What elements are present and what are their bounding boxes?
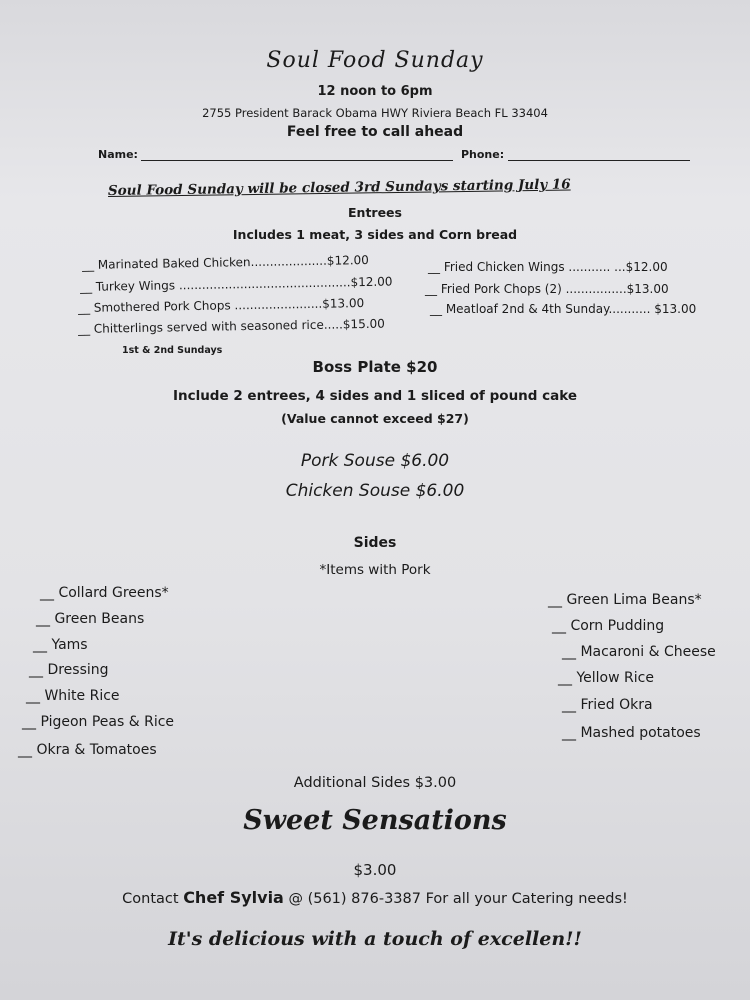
side-left-3: __ Yams [33, 637, 88, 653]
entree-left-3: __ Smothered Pork Chops .......................$13.00 [77, 296, 365, 315]
entree-right-2: __ Fried Pork Chops (2) ................$13.00 [425, 282, 669, 296]
address: 2755 President Barack Obama HWY Riviera Beach FL 33404 [202, 106, 548, 120]
phone-label: Phone: [460, 148, 505, 161]
contact-post: @ (561) 876-3387 For all your Catering needs! [283, 891, 628, 907]
entrees-heading: Entrees [348, 205, 402, 220]
side-left-7: __ Okra & Tomatoes [18, 742, 157, 758]
pork-souse: Pork Souse $6.00 [300, 451, 450, 471]
side-left-6: __ Pigeon Peas & Rice [22, 714, 175, 730]
side-right-5: __ Fried Okra [562, 697, 653, 713]
side-left-1: __ Collard Greens* [40, 585, 169, 601]
name-line [98, 148, 690, 161]
chicken-souse: Chicken Souse $6.00 [285, 481, 465, 501]
side-left-5: __ White Rice [26, 688, 120, 704]
menu-title: Soul Food Sunday [266, 48, 484, 73]
hours: 12 noon to 6pm [317, 84, 433, 99]
entree-right-1: __ Fried Chicken Wings ........... ...$12.00 [428, 260, 668, 274]
name-blank [141, 152, 453, 161]
closed-notice: Soul Food Sunday will be closed 3rd Sundays starting July 16 [107, 176, 571, 199]
chef-name: Chef Sylvia [183, 888, 284, 907]
side-right-6: __ Mashed potatoes [562, 725, 701, 741]
sides-heading: Sides [353, 535, 397, 551]
phone-blank [508, 152, 690, 161]
entree-left-4: __ Chitterlings served with seasoned rice.....$15.00 [77, 316, 385, 336]
side-right-1: __ Green Lima Beans* [548, 592, 702, 608]
chitterlings-note: 1st & 2nd Sundays [122, 345, 223, 356]
tagline: It's delicious with a touch of excellen!! [168, 928, 582, 950]
side-left-4: __ Dressing [29, 662, 109, 678]
boss-plate-desc: Include 2 entrees, 4 sides and 1 sliced of pound cake [172, 388, 578, 404]
name-label: Name: [98, 148, 138, 161]
dessert-title: Sweet Sensations [243, 805, 507, 836]
side-right-2: __ Corn Pudding [552, 618, 665, 634]
side-right-4: __ Yellow Rice [558, 670, 654, 686]
boss-plate-note: (Value cannot exceed $27) [281, 411, 469, 426]
dessert-price: $3.00 [353, 861, 397, 879]
side-right-3: __ Macaroni & Cheese [562, 644, 716, 660]
entree-left-1: __ Marinated Baked Chicken....................$12.00 [81, 252, 369, 272]
entrees-subheading: Includes 1 meat, 3 sides and Corn bread [232, 227, 518, 242]
side-left-2: __ Green Beans [36, 611, 145, 627]
call-ahead: Feel free to call ahead [286, 124, 464, 140]
additional-sides: Additional Sides $3.00 [293, 775, 457, 791]
sides-note: *Items with Pork [319, 562, 431, 578]
contact-pre: Contact [122, 891, 184, 907]
contact-line [0, 888, 750, 907]
boss-plate-title: Boss Plate $20 [312, 358, 438, 376]
entree-right-3: __ Meatloaf 2nd & 4th Sunday........... $13.00 [430, 302, 697, 316]
entree-left-2: __ Turkey Wings .............................................$12.00 [79, 274, 393, 294]
